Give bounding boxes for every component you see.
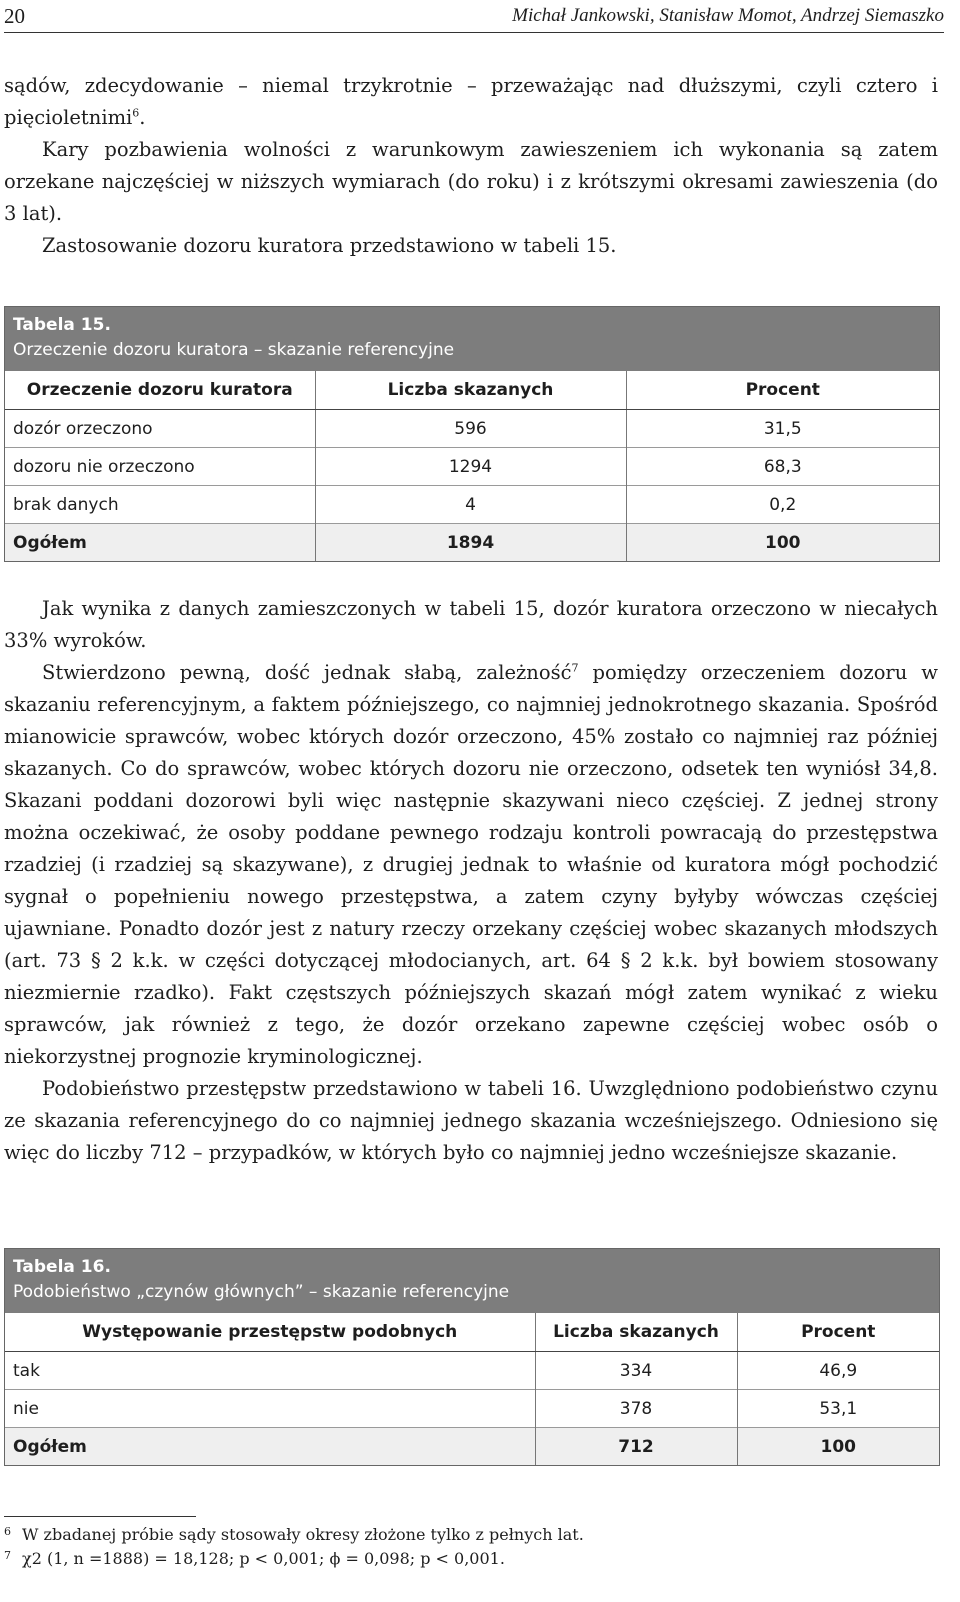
table-cell: brak danych	[5, 486, 315, 524]
paragraph: Zastosowanie dozoru kuratora przedstawiono w tabeli 15.	[42, 234, 617, 257]
column-header: Procent	[626, 371, 939, 410]
table-16	[4, 1248, 940, 1466]
table-cell: 31,5	[626, 410, 939, 448]
table-cell: 100	[626, 524, 939, 562]
table-cell: 46,9	[737, 1352, 939, 1390]
paragraph	[4, 70, 938, 134]
paragraph-end: .	[139, 106, 146, 129]
table-cell: nie	[5, 1390, 535, 1428]
table-caption	[5, 307, 939, 371]
table-cell: dozór orzeczono	[13, 418, 153, 439]
table-cell: tak	[13, 1360, 40, 1381]
table-cell: 378	[535, 1390, 737, 1428]
table-cell: 1294	[315, 448, 626, 486]
data-table	[5, 1313, 939, 1465]
paragraph-text: pomiędzy orzeczeniem dozoru w skazaniu referencyjnym, a faktem późniejszego, co najmniej jednokrotnego skazania. Spośród mianowicie sprawców, wobec których dozór orzeczono, 45% zostało co najmniej raz później skazanych. Co do sprawców, wobec których dozoru nie orzeczono, odsetek ten wyniósł 34,8. Skazani poddani dozorowi byli więc następnie skazywani nieco częściej. Z jednej strony można oczekiwać, że osoby poddane pewnego rodzaju kontroli powracają do przestępstwa rzadziej (i rzadziej są skazywane), z drugiej jednak to właśnie od kuratora mógł pochodzić sygnał o popełnieniu nowego przestępstwa, a zatem czyny byłyby wówczas częściej ujawniane. Ponadto dozór jest z natury rzeczy orzekany częściej wobec skazanych młodszych (art. 73 § 2 k.k. w części dotyczącej młodocianych, art. 64 § 2 k.k. był bowiem stosowany niezmiernie rzadko). Fakt częstszych późniejszych skazań mógł zatem wynikać z wieku sprawców, jak również z tego, że dozór orzekano zapewne częściej wobec osób o niekorzystnej prognozie kryminologicznej.	[4, 661, 938, 1068]
table-subtitle: Podobieństwo „czynów głównych” – skazanie referencyjne	[13, 1282, 510, 1302]
footnote	[4, 1549, 505, 1569]
table-cell: 100	[737, 1428, 939, 1466]
table-cell: 0,2	[626, 486, 939, 524]
table-cell: 712	[535, 1428, 737, 1466]
body-text-top	[4, 70, 938, 262]
table-cell: dozoru nie orzeczono	[5, 448, 315, 486]
table-subtitle: Orzeczenie dozoru kuratora – skazanie referencyjne	[13, 340, 455, 360]
column-header: Liczba skazanych	[315, 371, 626, 410]
column-header: Liczba skazanych	[535, 1313, 737, 1352]
table-caption	[5, 1249, 939, 1313]
body-text-middle	[4, 593, 938, 1169]
paragraph: Kary pozbawienia wolności z warunkowym zawieszeniem ich wykonania są zatem orzekane najczęściej w niższych wymiarach (do roku) i z krótszymi okresami zawieszenia (do 3 lat).	[4, 138, 938, 225]
footnote-mark: 6	[4, 1525, 11, 1538]
table-row	[5, 448, 939, 486]
footnote-text: χ2 (1, n =1888) = 18,128; p < 0,001; ϕ = 0,098; p < 0,001.	[22, 1549, 505, 1568]
column-header: Orzeczenie dozoru kuratora	[5, 371, 315, 410]
table-row	[5, 1390, 939, 1428]
table-title: Tabela 16.	[13, 1257, 111, 1277]
running-header-authors: Michał Jankowski, Stanisław Momot, Andrzej Siemaszko	[512, 5, 944, 26]
paragraph-text: Stwierdzono pewną, dość jednak słabą, zależność	[42, 661, 572, 684]
paragraph	[4, 657, 938, 1073]
table-cell: 596	[315, 410, 626, 448]
paragraph: Podobieństwo przestępstw przedstawiono w tabeli 16. Uwzględniono podobieństwo czynu ze skazania referencyjnego do co najmniej jednego skazania wcześniejszego. Odniesiono się więc do liczby 712 – przypadków, w których było co najmniej jedno wcześniejsze skazanie.	[4, 1077, 938, 1164]
table-cell: 68,3	[626, 448, 939, 486]
table-cell: 1894	[315, 524, 626, 562]
table-total-row	[5, 1428, 939, 1466]
table-15	[4, 306, 940, 562]
table-title: Tabela 15.	[13, 315, 111, 335]
table-cell: 334	[535, 1352, 737, 1390]
data-table	[5, 371, 939, 561]
table-cell: Ogółem	[5, 524, 315, 562]
table-cell: 4	[315, 486, 626, 524]
table-header-row	[5, 371, 939, 410]
table-total-row	[5, 524, 939, 562]
column-header: Procent	[737, 1313, 939, 1352]
footnote-text: W zbadanej próbie sądy stosowały okresy złożone tylko z pełnych lat.	[22, 1525, 584, 1544]
table-row	[5, 410, 939, 448]
footnote	[4, 1525, 584, 1545]
table-row	[5, 1352, 939, 1390]
column-header: Występowanie przestępstw podobnych	[5, 1313, 535, 1352]
footnote-divider	[4, 1516, 196, 1517]
footnote-ref-7[interactable]: 7	[571, 661, 579, 675]
running-header	[4, 0, 944, 33]
table-row	[5, 486, 939, 524]
table-cell: 53,1	[737, 1390, 939, 1428]
table-cell: Ogółem	[5, 1428, 535, 1466]
paragraph: Jak wynika z danych zamieszczonych w tabeli 15, dozór kuratora orzeczono w niecałych 33% wyroków.	[4, 597, 938, 652]
paragraph-text: sądów, zdecydowanie – niemal trzykrotnie – przeważając nad dłuższymi, czyli cztero i pięcioletnimi	[4, 74, 938, 129]
footnote-ref-6[interactable]: 6	[132, 106, 140, 120]
page-number: 20	[4, 4, 25, 28]
footnote-mark: 7	[4, 1549, 11, 1562]
table-header-row	[5, 1313, 939, 1352]
